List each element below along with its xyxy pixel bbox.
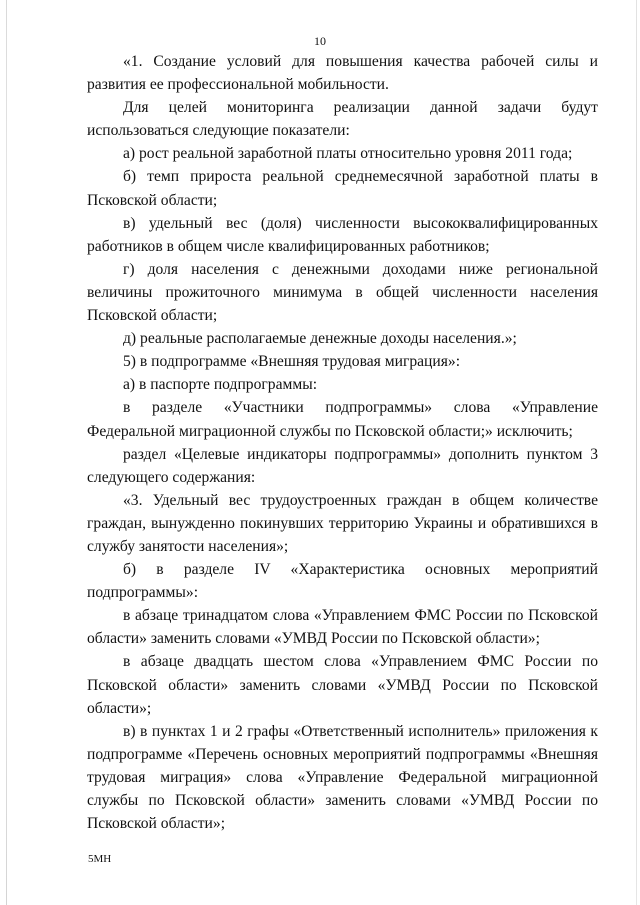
paragraph-goal-1: «1. Создание условий для повышения качества рабочей силы и развития ее профессиональной мобильности. — [87, 53, 598, 94]
paragraph-abzac-13: в абзаце тринадцатом слова «Управлением ФМС России по Псковской области» заменить словами «УМВД России по Псковской области»; — [87, 607, 598, 648]
document-body — [87, 50, 598, 835]
footer-code: 5МН — [88, 853, 112, 865]
paragraph-abzac-26: в абзаце двадцать шестом слова «Управлением ФМС России по Псковской области» заменить словами «УМВД России по Псковской области»; — [87, 653, 598, 717]
paragraph-participants: в разделе «Участники подпрограммы» слова «Управление Федеральной миграционной службы по Псковской области;» исключить; — [87, 399, 598, 440]
paragraph-indicator-a: а) рост реальной заработной платы относительно уровня 2011 года; — [123, 145, 573, 163]
scan-edge-left — [6, 0, 7, 905]
paragraph-item-5v: в) в пунктах 1 и 2 графы «Ответственный исполнитель» приложения к подпрограмме «Перечень основных мероприятий подпрограммы «Внешняя трудовая миграция» слова «Управление Федеральной миграционной службы по Псковской области» заменить словами «УМВД России по Псковской области»; — [87, 722, 598, 833]
scan-edge-right — [636, 0, 637, 905]
paragraph-item-5a: а) в паспорте подпрограммы: — [123, 376, 318, 394]
paragraph-indicator-v: в) удельный вес (доля) численности высококвалифицированных работников в общем числе квалифицированных работников; — [87, 214, 598, 255]
paragraph-indicator-d: д) реальные располагаемые денежные доходы населения.»; — [123, 330, 517, 348]
paragraph-item-5b: б) в разделе IV «Характеристика основных мероприятий подпрограммы»: — [87, 561, 598, 602]
paragraph-monitoring-intro: Для целей мониторинга реализации данной задачи будут использоваться следующие показатели: — [87, 99, 598, 140]
paragraph-indicator-g: г) доля населения с денежными доходами ниже региональной величины прожиточного минимума в общей численности населения Псковской области; — [87, 260, 598, 325]
page-number: 10 — [314, 34, 326, 48]
paragraph-target-indicators: раздел «Целевые индикаторы подпрограммы» дополнить пунктом 3 следующего содержания: — [87, 445, 598, 486]
paragraph-indicator-b: б) темп прироста реальной среднемесячной заработной платы в Псковской области; — [87, 168, 598, 209]
paragraph-item-5: 5) в подпрограмме «Внешняя трудовая миграция»: — [123, 353, 461, 371]
paragraph-indicator-3: «3. Удельный вес трудоустроенных граждан в общем количестве граждан, вынужденно покинувших территорию Украины и обратившихся в службу занятости населения»; — [87, 491, 598, 555]
